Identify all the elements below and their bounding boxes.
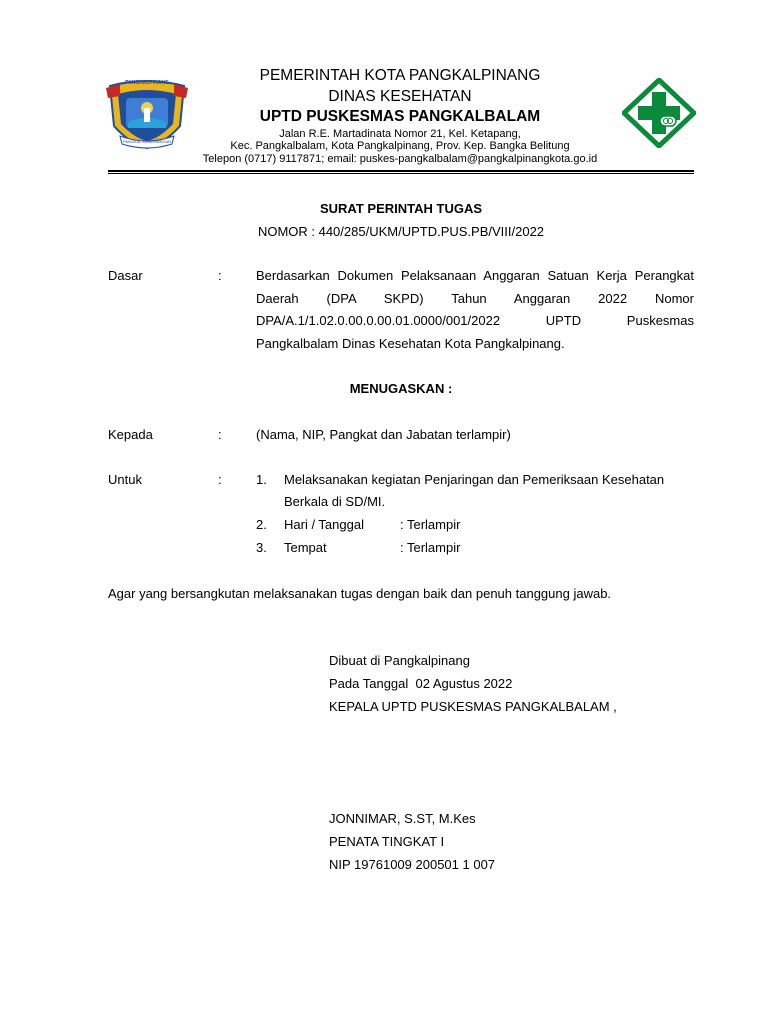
letter-title: SURAT PERINTAH TUGAS xyxy=(319,201,483,216)
kepada-text: (Nama, NIP, Pangkat dan Jabatan terlampir) xyxy=(256,427,511,442)
dasar-colon: : xyxy=(218,268,222,283)
untuk-item-2-value: : Terlampir xyxy=(400,517,461,532)
untuk-item-3-text: Tempat xyxy=(284,540,327,555)
signature-place: Dibuat di Pangkalpinang xyxy=(329,653,470,668)
letterhead-address-2: Kec. Pangkalbalam, Kota Pangkalpinang, Prov. Kep. Bangka Belitung xyxy=(230,140,570,152)
untuk-item-2-number: 2. xyxy=(256,517,267,532)
signatory-name: JONNIMAR, S.ST, M.Kes xyxy=(329,811,476,826)
letterhead-address-1: Jalan R.E. Martadinata Nomor 21, Kel. Ketapang, xyxy=(279,128,521,140)
untuk-colon: : xyxy=(218,472,222,487)
untuk-item-1-text: Melaksanakan kegiatan Penjaringan dan Pemeriksaan Kesehatan Berkala di SD/MI. xyxy=(284,472,665,509)
health-cross-icon xyxy=(622,78,696,148)
emblem-top-text: PANGKALPINANG xyxy=(125,80,169,86)
signature-date: Pada Tanggal 02 Agustus 2022 xyxy=(329,676,513,691)
menugaskan-heading: MENUGASKAN : xyxy=(349,381,453,396)
dasar-label: Dasar xyxy=(108,268,143,283)
kepada-colon: : xyxy=(218,427,222,442)
untuk-item-2-text: Hari / Tanggal xyxy=(284,517,364,532)
dasar-text: Berdasarkan Dokumen Pelaksanaan Anggaran Satuan Kerja Perangkat Daerah (DPA SKPD) Tahun Anggaran 2022 Nomor DPA/A.1/1.02.0.00.0.00.01.0000/001/2022 UPTD Puskesmas Pangkalbalam Dinas Kesehatan Kota Pangkalpinang. xyxy=(256,268,694,351)
kepada-label: Kepada xyxy=(108,427,153,442)
letterhead-divider xyxy=(108,170,694,172)
emblem-bottom-text: PANGKAL KEMENANGAN xyxy=(122,139,171,144)
untuk-label: Untuk xyxy=(108,472,142,487)
signatory-rank: PENATA TINGKAT I xyxy=(329,834,445,849)
letter-number: NOMOR : 440/285/UKM/UPTD.PUS.PB/VIII/2022 xyxy=(257,224,545,239)
untuk-item-1-number: 1. xyxy=(256,472,267,487)
signature-position: KEPALA UPTD PUSKESMAS PANGKALBALAM , xyxy=(329,699,617,714)
letterhead-department: DINAS KESEHATAN xyxy=(328,88,472,105)
letterhead-divider-thin xyxy=(108,173,694,174)
untuk-item-3-value: : Terlampir xyxy=(400,540,461,555)
letterhead-government: PEMERINTAH KOTA PANGKALPINANG xyxy=(259,67,541,84)
health-logo xyxy=(622,78,696,148)
letterhead-contact: Telepon (0717) 9117871; email: puskes-pangkalbalam@pangkalpinangkota.go.id xyxy=(202,153,598,165)
letterhead-institution: UPTD PUSKESMAS PANGKALBALAM xyxy=(259,108,541,125)
signatory-nip: NIP 19761009 200501 1 007 xyxy=(329,857,496,872)
untuk-item-3-number: 3. xyxy=(256,540,267,555)
closing-paragraph: Agar yang bersangkutan melaksanakan tugas dengan baik dan penuh tanggung jawab. xyxy=(108,586,612,601)
